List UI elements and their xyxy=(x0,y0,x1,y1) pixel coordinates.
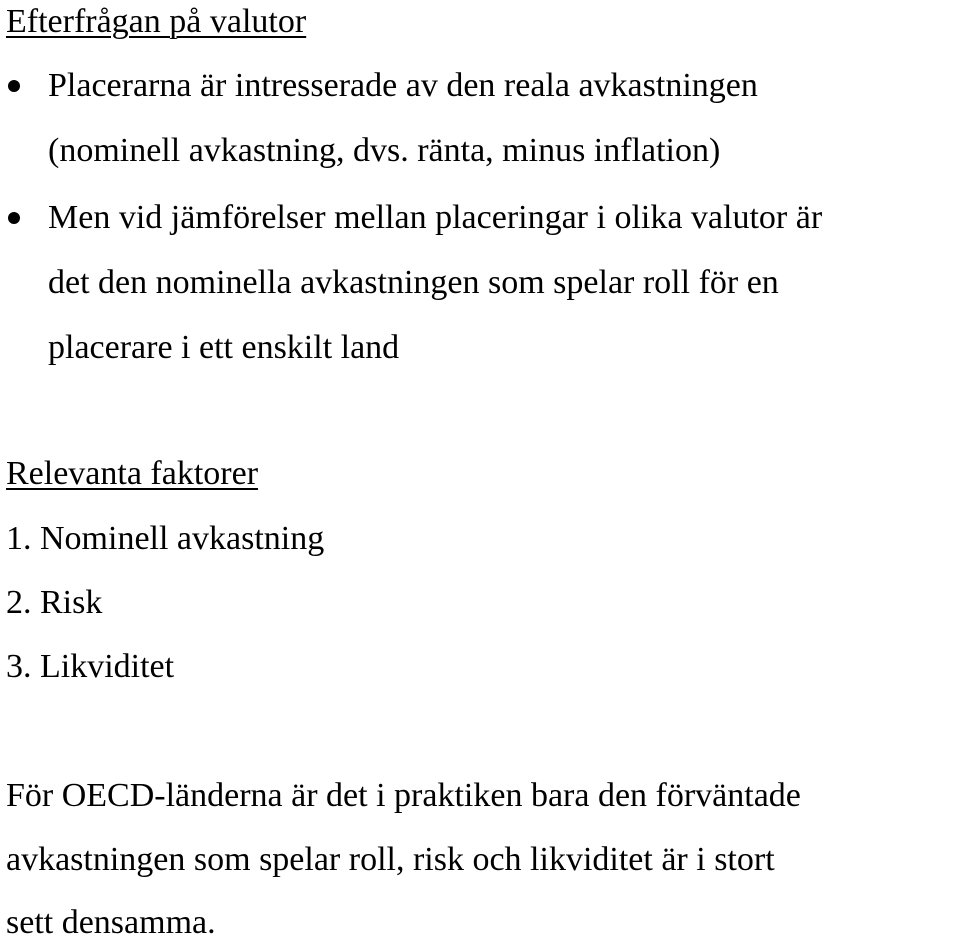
list-item: 2. Risk xyxy=(6,584,103,621)
paragraph-line: För OECD-länderna är det i praktiken bara den förväntade xyxy=(6,777,801,814)
bullet-text-line: Placerarna är intresserade av den reala avkastningen xyxy=(48,67,758,104)
bullet-text-line: (nominell avkastning, dvs. ränta, minus inflation) xyxy=(48,132,721,169)
bullet-dot-icon xyxy=(8,80,20,92)
bullet-dot-icon xyxy=(8,212,20,224)
section-heading-efterfragan: Efterfrågan på valutor xyxy=(6,3,307,40)
bullet-text-line: placerare i ett enskilt land xyxy=(48,329,400,366)
paragraph-line: sett densamma. xyxy=(6,904,216,941)
section-heading-relevanta-faktorer: Relevanta faktorer xyxy=(6,455,259,492)
bullet-text-line: det den nominella avkastningen som spelar roll för en xyxy=(48,264,779,301)
paragraph-line: avkastningen som spelar roll, risk och likviditet är i stort xyxy=(6,841,775,878)
bullet-text-line: Men vid jämförelser mellan placeringar i olika valutor är xyxy=(48,199,823,236)
list-item: 3. Likviditet xyxy=(6,648,175,685)
list-item: 1. Nominell avkastning xyxy=(6,520,325,557)
